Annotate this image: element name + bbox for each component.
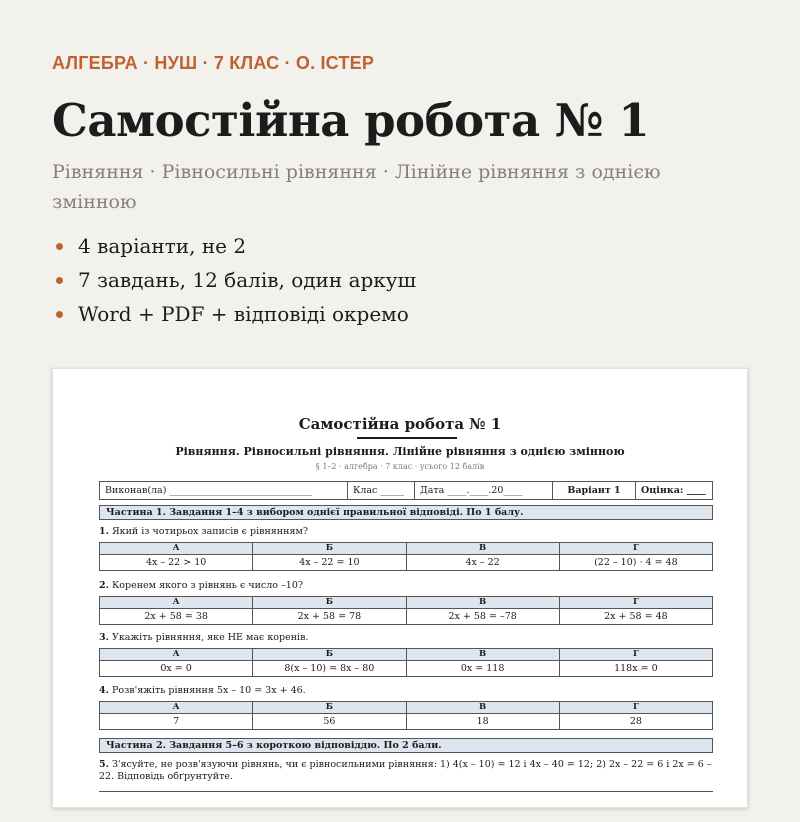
feature-item	[52, 231, 416, 265]
option-letter: Б	[253, 649, 406, 661]
option-letter: Б	[253, 597, 406, 609]
answer-cell: 118x = 0	[559, 661, 712, 677]
date-field: Дата ____.____.20____	[415, 482, 553, 499]
option-letter: В	[406, 597, 559, 609]
option-letter: Г	[559, 543, 712, 555]
worksheet-subtitle: Рівняння. Рівносильні рівняння. Лінійне рівняння з однією змінною	[175, 445, 625, 458]
answer-cell: 0x = 0	[100, 661, 253, 677]
option-letter: А	[100, 543, 253, 555]
answer-table-3	[99, 648, 713, 677]
answer-table-1	[99, 542, 713, 571]
option-letter: В	[406, 702, 559, 714]
student-name-field: Виконав(ла) ______________________________	[100, 482, 348, 499]
answer-table-2	[99, 596, 713, 625]
answer-cell: 2x + 58 = 38	[100, 609, 253, 625]
class-field: Клас _____	[348, 482, 415, 499]
question-2: 2. Коренем якого з рівнянь є число –10?	[99, 580, 303, 591]
grade-field: Оцінка: ____	[641, 485, 706, 496]
answer-cell: 8(x – 10) = 8x – 80	[253, 661, 406, 677]
option-letter: А	[100, 702, 253, 714]
option-letter: Б	[253, 702, 406, 714]
answer-cell: 2x + 58 = 78	[253, 609, 406, 625]
answer-table-4	[99, 701, 713, 730]
worksheet-preview	[52, 368, 748, 808]
option-letter: В	[406, 543, 559, 555]
worksheet-meta: § 1–2 · алгебра · 7 клас · усього 12 балів	[315, 462, 485, 471]
feature-item	[52, 265, 416, 299]
answer-cell: 2x + 58 = 48	[559, 609, 712, 625]
feature-item	[52, 299, 416, 333]
question-4: 4. Розв'яжіть рівняння 5x – 10 = 3x + 46.	[99, 685, 306, 696]
feature-list	[52, 231, 416, 333]
page-subtitle: Рівняння · Рівносильні рівняння · Лінійне рівняння з однією змінною	[52, 161, 661, 213]
student-info-row	[99, 481, 713, 500]
answer-cell: 2x + 58 = –78	[406, 609, 559, 625]
eyebrow-label: АЛГЕБРА · НУШ · 7 КЛАС · О. ІСТЕР	[52, 53, 375, 73]
variant-field: Варіант 1	[553, 482, 636, 499]
part2-header: Частина 2. Завдання 5–6 з короткою відповіддю. По 2 бали.	[99, 738, 713, 753]
option-letter: Г	[559, 597, 712, 609]
answer-cell: 4x – 22 = 10	[253, 555, 406, 571]
feature-text: 4 варіанти, не 2	[78, 234, 247, 258]
answer-cell: 4x – 22 > 10	[100, 555, 253, 571]
question-1: 1. Який із чотирьох записів є рівнянням?	[99, 526, 308, 537]
bullet-dot-icon	[56, 243, 63, 250]
answer-lines	[99, 791, 713, 822]
option-letter: В	[406, 649, 559, 661]
title-underline	[357, 437, 457, 439]
option-letter: Г	[559, 649, 712, 661]
option-letter: А	[100, 649, 253, 661]
answer-cell: 4x – 22	[406, 555, 559, 571]
question-5: 5. З'ясуйте, не розв'язуючи рівнянь, чи є рівносильними рівняння: 1) 4(x – 10) = 12 і 4x – 40 = 12; 2) 2x – 22 = 6 і 2x = 6 – 22. Відповідь обґрунтуйте.	[99, 759, 712, 782]
option-letter: А	[100, 597, 253, 609]
answer-cell: 56	[253, 714, 406, 730]
worksheet-title: Самостійна робота № 1	[298, 415, 502, 433]
option-letter: Г	[559, 702, 712, 714]
answer-cell: 7	[100, 714, 253, 730]
option-letter: Б	[253, 543, 406, 555]
answer-cell: (22 – 10) · 4 = 48	[559, 555, 712, 571]
answer-cell: 18	[406, 714, 559, 730]
feature-text: Word + PDF + відповіді окремо	[78, 302, 409, 326]
part1-header: Частина 1. Завдання 1–4 з вибором однієї правильної відповіді. По 1 балу.	[99, 505, 713, 520]
bullet-dot-icon	[56, 311, 63, 318]
question-3: 3. Укажіть рівняння, яке НЕ має коренів.	[99, 632, 309, 643]
answer-cell: 0x = 118	[406, 661, 559, 677]
answer-cell: 28	[559, 714, 712, 730]
page-title: Самостійна робота № 1	[52, 94, 650, 147]
bullet-dot-icon	[56, 277, 63, 284]
feature-text: 7 завдань, 12 балів, один аркуш	[78, 268, 417, 292]
